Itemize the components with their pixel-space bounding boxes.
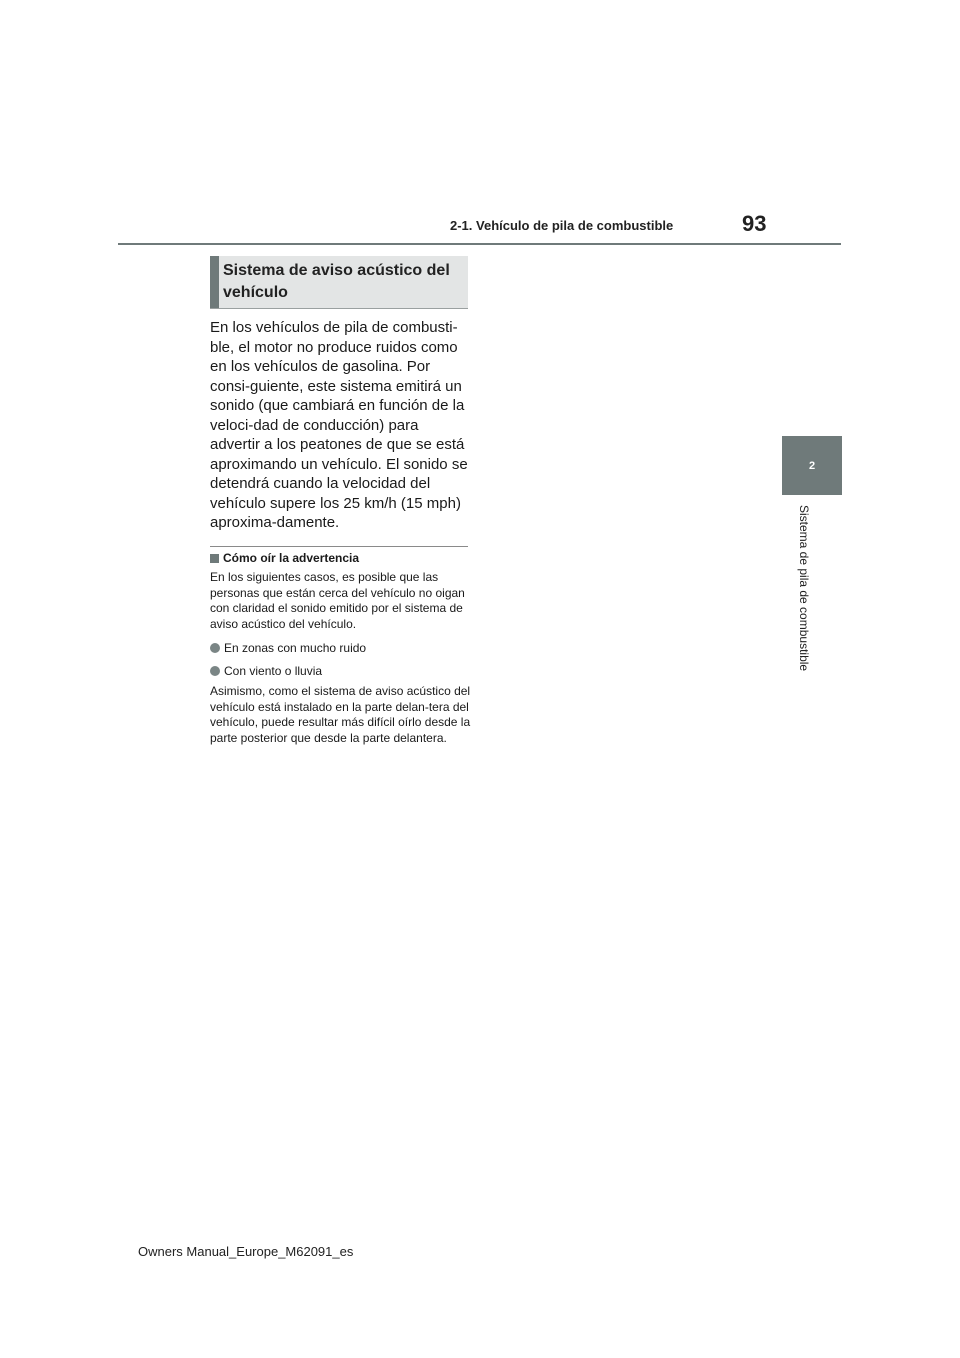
round-bullet-icon — [210, 643, 220, 653]
chapter-title: Sistema de pila de combustible — [797, 505, 811, 672]
list-item-text: Con viento o lluvia — [224, 664, 323, 678]
subsection-heading-text: Cómo oír la advertencia — [223, 551, 360, 565]
round-bullet-icon — [210, 666, 220, 676]
intro-paragraph: En los vehículos de pila de combusti-ble, el motor no produce ruidos como en los vehículos de gasolina. Por consi-guiente, este sistema emitirá un sonido (que cambiará en función de la veloci-dad de conducción) para advertir a los peatones de que se está aproximando un vehículo. El sonido se detendrá cuando la velocidad del vehículo supere los 25 km/h (15 mph) aproxima-damente. — [210, 319, 468, 531]
chapter-number: 2 — [808, 459, 816, 472]
subsection-divider — [210, 546, 468, 547]
footer-text: Owners Manual_Europe_M62091_es — [138, 1244, 354, 1259]
chapter-tab — [782, 436, 842, 495]
list-item — [210, 641, 366, 655]
header-divider — [118, 243, 841, 245]
section-heading-accent-bar — [210, 256, 219, 308]
section-title: Sistema de aviso acústico del vehículo — [223, 262, 450, 301]
list-item-text: En zonas con mucho ruido — [224, 641, 367, 655]
subsection-heading — [210, 551, 359, 565]
page-number: 93 — [742, 211, 767, 236]
square-bullet-icon — [210, 554, 219, 563]
body-paragraph-2: Asimismo, como el sistema de aviso acústico del vehículo está instalado en la parte delan-tera del vehículo, puede resultar más difícil oírlo desde la parte posterior que desde la parte delantera. — [210, 684, 471, 745]
section-heading-box — [210, 256, 468, 309]
body-paragraph-1: En los siguientes casos, es posible que las personas que están cerca del vehículo no oigan con claridad el sonido emitido por el sistema de aviso acústico del vehículo. — [210, 570, 465, 631]
running-header: 2-1. Vehículo de pila de combustible — [450, 218, 674, 233]
list-item — [210, 664, 322, 678]
